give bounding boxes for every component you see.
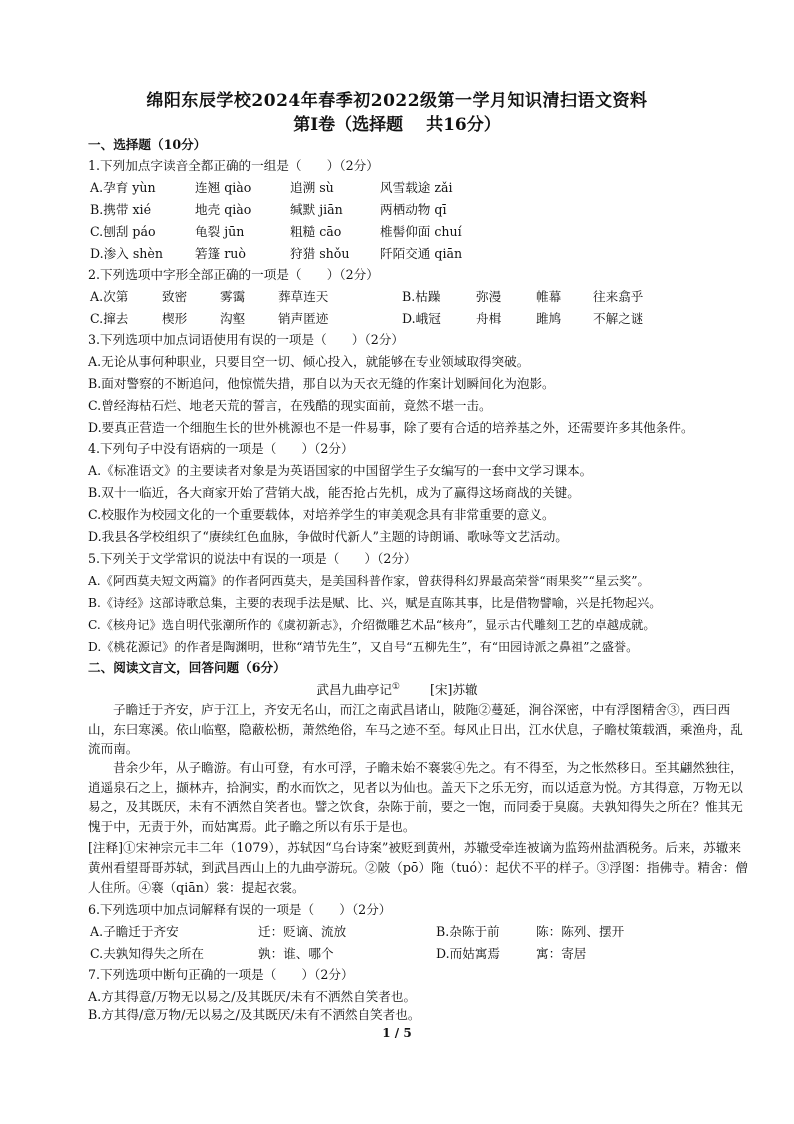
q2-option-cell: 舟楫 [476,311,502,326]
q1-option-cell: 箬篷 ruò [195,246,246,261]
q1-option-cell: 风雪载途 zǎi [380,180,453,195]
document-title: 绵阳东辰学校2024年春季初2022级第一学月知识清扫语文资料 [146,91,648,111]
q4-option: D.我县各学校组织了“赓续红色血脉，争做时代新人”主题的诗朗诵、歌咏等文艺活动。 [88,529,568,544]
essay-paragraph-2: 昔余少年，从子瞻游。有山可登，有水可浮，子瞻未始不褰裳④先之。有不得至，为之怅然移日。至其翩然独往，逍遥泉石之上，撷林卉，拾涧实，酌水而饮之，见者以为仙也。盖天下之乐无穷，而以适意为悦。方其得意，万物无以易之，及其既厌，未有不洒然自笑者也。譬之饮食，杂陈于前，要之一饱，而同委于臭腐。夫孰知得失之所在？惟其无愧于中，无责于外，而姑寓焉。此子瞻之所以有乐于是也。 [88,760,743,834]
q2-option-cell: 帷幕 [536,289,562,304]
q6-option-cell: B.杂陈于前 [436,924,500,939]
q6-stem: 6.下列选项中加点词解释有误的一项是（ ）（2分） [88,902,392,917]
q6-option-cell: 寓：寄居 [536,946,587,961]
q2-stem: 2.下列选项中字形全部正确的一项是（ ）（2分） [88,267,379,282]
section-heading-2: 二、阅读文言文，回答问题（6分） [88,660,286,675]
q1-option-cell: 狩猎 shǒu [290,246,350,261]
q6-option-cell: 孰：谁、哪个 [258,946,334,961]
q4-option: B.双十一临近，各大商家开始了营销大战，能否抢占先机，成为了赢得这场商战的关键。 [88,485,580,500]
q2-option-cell: 楔形 [162,311,188,326]
q4-option: A.《标准语文》的主要读者对象是为英语国家的中国留学生子女编写的一套中文学习课本。 [88,463,593,478]
q3-option: A.无论从事何种职业，只要目空一切、倾心投入，就能够在专业领域取得突破。 [88,354,530,369]
q2-option-cell: D.峨冠 [402,311,441,326]
essay-title-footnote-mark: ① [391,681,400,692]
q2-option-cell: 葬草连天 [278,289,329,304]
q1-option-cell: 阡陌交通 qiān [380,246,463,261]
q4-option: C.校服作为校园文化的一个重要载体，对培养学生的审美观念具有非常重要的意义。 [88,507,555,522]
q1-option-cell: 龟裂 jūn [195,224,245,239]
q5-option: A.《阿西莫夫短文两篇》的作者阿西莫夫，是美国科普作家，曾获得科幻界最高荣誉“雨果奖”“星云奖”。 [88,574,650,588]
q3-option: B.面对警察的不断追问，他惊慌失措，那自以为天衣无缝的作案计划瞬间化为泡影。 [88,376,555,391]
q2-option-cell: 弥漫 [476,289,502,304]
essay-author: [宋]苏辙 [430,682,478,697]
section-heading-1: 一、选择题（10分） [88,137,207,152]
essay-title: 武昌九曲亭记 [316,682,392,697]
q2-option-cell: C.撺去 [90,311,129,326]
q3-stem: 3.下列选项中加点词语使用有误的一项是（ ）（2分） [88,332,404,347]
essay-heading [0,679,794,698]
q6-option-cell: D.而姑寓焉 [436,946,501,961]
q2-option-cell: 雎鸠 [536,311,562,326]
q5-option: C.《核舟记》选自明代张潮所作的《虞初新志》，介绍微雕艺术品“核舟”，显示古代雕刻工艺的卓越成就。 [88,618,656,632]
essay-paragraph-1: 子瞻迁于齐安，庐于江上，齐安无名山，而江之南武昌诸山，陂陁②蔓延，涧谷深密，中有浮图精舍③，西曰西山，东曰寒溪。依山临壑，隐蔽松枥，萧然绝俗，车马之迹不至。每风止日出，江水伏息，子瞻杖策载酒，乘渔舟，乱流而南。 [88,702,743,756]
q2-option-cell: 致密 [162,289,188,304]
q2-option-cell: 销声匿迹 [278,311,329,326]
q1-option-cell: 缄默 jiān [290,202,343,217]
q2-option-cell: 往来翕乎 [593,289,644,304]
q1-option-cell: 追溯 sù [290,180,334,195]
q6-option-cell: 陈：陈列、摆开 [536,924,625,939]
q5-option: B.《诗经》这部诗歌总集，主要的表现手法是赋、比、兴，赋是直陈其事，比是借物譬喻，兴是托物起兴。 [88,596,662,610]
q1-option-cell: 两栖动物 qī [380,202,447,217]
essay-annotation: [注释]①宋神宗元丰二年（1079），苏轼因“乌台诗案”被贬到黄州，苏辙受牵连被谪为监筠州盐酒税务。后来，苏辙来黄州看望哥哥苏轼，到武昌西山上的九曲亭游玩。②陂（pō）陁（tuó）：起伏不平的样子。③浮图：指佛寺。精舍：僧人住所。④褰（qiān）裳：提起衣裳。 [88,840,748,895]
q1-option-cell: 连翘 qiào [195,180,252,195]
q4-stem: 4.下列句子中没有语病的一项是（ ）（2分） [88,441,354,456]
q1-option-cell: B.携带 xié [90,202,152,217]
page-number: 1 / 5 [382,1026,412,1040]
q3-option: D.要真正营造一个细胞生长的世外桃源也不是一件易事，除了要有合适的培养基之外，还需要许多其他条件。 [88,420,694,435]
q1-option-cell: 椎髻仰面 chuí [380,224,462,239]
q1-option-cell: D.渗入 shèn [90,246,163,261]
q6-option-cell: A.子瞻迁于齐安 [90,924,179,939]
q1-option-cell: C.刨刮 páo [90,224,156,239]
q5-option: D.《桃花源记》的作者是陶渊明，世称“靖节先生”，又自号“五柳先生”，有“田园诗派之鼻祖”之盛誉。 [88,640,639,654]
q1-option-cell: A.孕育 yùn [90,180,156,195]
q2-option-cell: 不解之谜 [593,311,644,326]
document-subtitle: 第Ⅰ卷（选择题 共16分） [293,115,501,135]
q3-option: C.曾经海枯石烂、地老天荒的誓言，在残酷的现实面前，竟然不堪一击。 [88,398,492,413]
q1-option-cell: 地壳 qiào [195,202,252,217]
q2-option-cell: 沟壑 [220,311,246,326]
q6-option-cell: 迁：贬谪、流放 [258,924,347,939]
q2-option-cell: 雾霭 [220,289,246,304]
q1-option-cell: 粗糙 cāo [290,224,342,239]
q7-option: A.方其得意/万物无以易之/及其既厌/未有不洒然自笑者也。 [88,989,417,1004]
q7-stem: 7.下列选项中断句正确的一项是（ ）（2分） [88,967,354,982]
q6-option-cell: C.夫孰知得失之所在 [90,946,204,961]
q7-option: B.方其得/意万物/无以易之/及其既厌/未有不洒然自笑者也。 [88,1007,421,1022]
q2-option-cell: B.枯躁 [402,289,441,304]
q5-stem: 5.下列关于文学常识的说法中有误的一项是（ ）（2分） [88,551,417,566]
q2-option-cell: A.次第 [90,289,129,304]
q1-stem: 1.下列加点字读音全都正确的一组是（ ）（2分） [88,158,379,173]
